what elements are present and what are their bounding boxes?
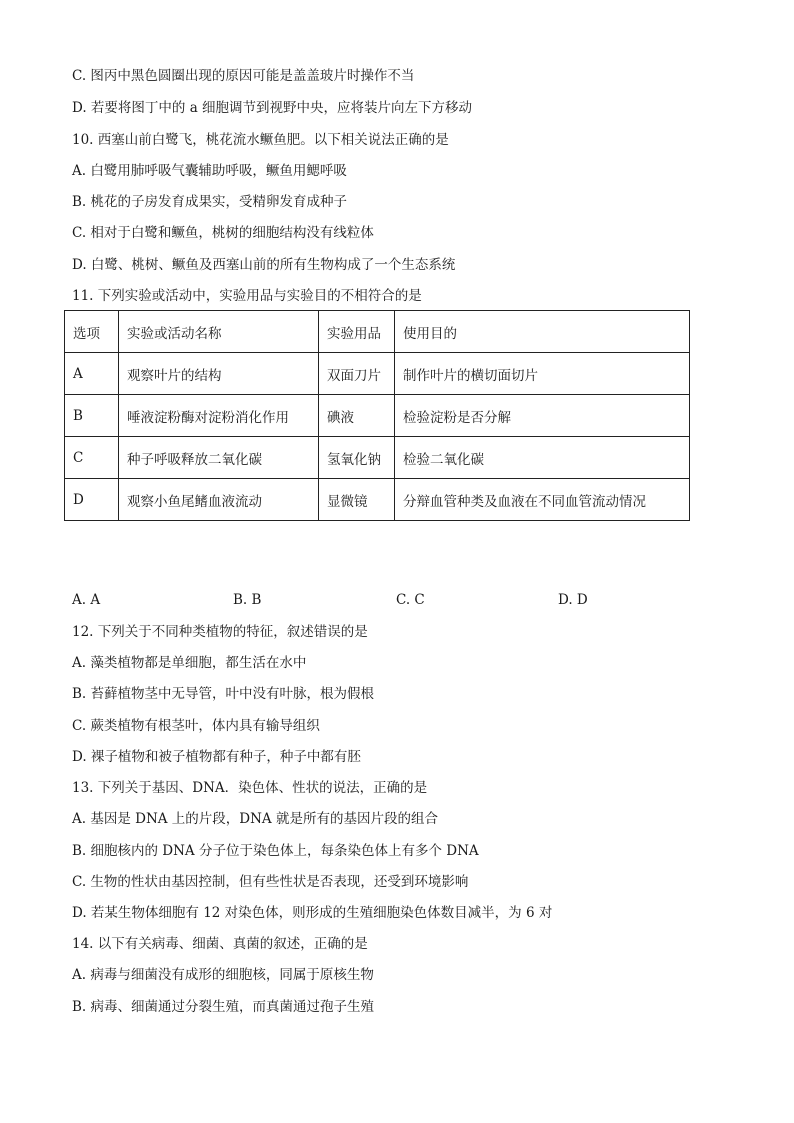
table-cell: 观察叶片的结构 (119, 353, 319, 395)
table-row (65, 395, 690, 437)
table-cell: 双面刀片 (319, 353, 395, 395)
table-header-cell: 实验或活动名称 (119, 311, 319, 353)
question-10-stem: 10. 西塞山前白鹭飞，桃花流水鳜鱼肥。以下相关说法正确的是 (72, 132, 449, 148)
table-cell: 唾液淀粉酶对淀粉消化作用 (119, 395, 319, 437)
experiment-table (64, 310, 689, 521)
table-row (65, 437, 690, 479)
question-11-choices (72, 592, 712, 610)
question-14-stem: 14. 以下有关病毒、细菌、真菌的叙述，正确的是 (72, 936, 368, 952)
choice-11b: B. B (233, 592, 262, 608)
table-header-cell: 选项 (65, 311, 119, 353)
question-12-stem: 12. 下列关于不同种类植物的特征，叙述错误的是 (72, 624, 368, 640)
table-cell: D (65, 479, 119, 521)
table-cell: 显微镜 (319, 479, 395, 521)
option-10c: C. 相对于白鹭和鳜鱼，桃树的细胞结构没有线粒体 (72, 225, 374, 241)
question-11-stem: 11. 下列实验或活动中，实验用品与实验目的不相符合的是 (72, 288, 422, 304)
option-14a: A. 病毒与细菌没有成形的细胞核，同属于原核生物 (72, 967, 374, 983)
table-header-cell: 使用目的 (395, 311, 690, 353)
option-12d: D. 裸子植物和被子植物都有种子，种子中都有胚 (72, 749, 361, 765)
table-cell: 检验淀粉是否分解 (395, 395, 690, 437)
choice-11a: A. A (72, 592, 101, 608)
option-10b: B. 桃花的子房发育成果实，受精卵发育成种子 (72, 194, 348, 210)
option-9c: C. 图丙中黑色圆圈出现的原因可能是盖盖玻片时操作不当 (72, 68, 415, 84)
table-cell: 观察小鱼尾鳍血液流动 (119, 479, 319, 521)
table-row (65, 353, 690, 395)
table-cell: 分辩血管种类及血液在不同血管流动情况 (395, 479, 690, 521)
option-12b: B. 苔藓植物茎中无导管，叶中没有叶脉，根为假根 (72, 686, 375, 702)
option-13c: C. 生物的性状由基因控制，但有些性状是否表现，还受到环境影响 (72, 874, 469, 890)
option-10d: D. 白鹭、桃树、鳜鱼及西塞山前的所有生物构成了一个生态系统 (72, 257, 456, 273)
question-13-stem: 13. 下列关于基因、DNA．染色体、性状的说法，正确的是 (72, 780, 428, 796)
option-13a: A. 基因是 DNA 上的片段，DNA 就是所有的基因片段的组合 (72, 811, 438, 827)
option-10a: A. 白鹭用肺呼吸气囊辅助呼吸，鳜鱼用鳃呼吸 (72, 163, 347, 179)
table-cell: A (65, 353, 119, 395)
option-13d: D. 若某生物体细胞有 12 对染色体，则形成的生殖细胞染色体数目减半，为 6 对 (72, 905, 553, 921)
option-13b: B. 细胞核内的 DNA 分子位于染色体上，每条染色体上有多个 DNA (72, 843, 479, 859)
table-cell: 制作叶片的横切面切片 (395, 353, 690, 395)
choice-11c: C. C (396, 592, 425, 608)
option-12a: A. 藻类植物都是单细胞，都生活在水中 (72, 655, 307, 671)
table-cell: 氢氧化钠 (319, 437, 395, 479)
option-9d: D. 若要将图丁中的 a 细胞调节到视野中央，应将装片向左下方移动 (72, 100, 473, 116)
table-cell: 碘液 (319, 395, 395, 437)
choice-11d: D. D (558, 592, 588, 608)
table-cell: B (65, 395, 119, 437)
table-header-row (65, 311, 690, 353)
table-row (65, 479, 690, 521)
table-header-cell: 实验用品 (319, 311, 395, 353)
option-12c: C. 蕨类植物有根茎叶，体内具有输导组织 (72, 718, 320, 734)
table-cell: 检验二氧化碳 (395, 437, 690, 479)
option-14b: B. 病毒、细菌通过分裂生殖，而真菌通过孢子生殖 (72, 999, 375, 1015)
table-cell: 种子呼吸释放二氧化碳 (119, 437, 319, 479)
table-cell: C (65, 437, 119, 479)
